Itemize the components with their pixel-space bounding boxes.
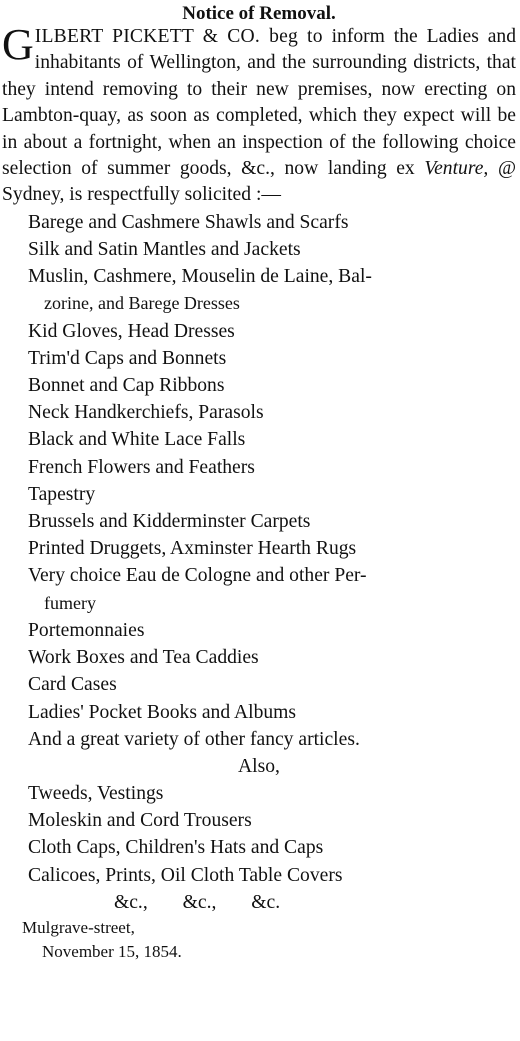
list-item: Moleskin and Cord Trousers — [28, 810, 252, 832]
list-item: French Flowers and Feathers — [28, 456, 255, 478]
list-item: Tapestry — [28, 483, 96, 505]
list-item: Brussels and Kidderminster Carpets — [28, 511, 311, 533]
goods-list — [2, 209, 516, 753]
list-item: Cloth Caps, Children's Hats and Caps — [28, 837, 324, 859]
firm-name-line: ILBERT PICKETT & CO. beg to — [34, 26, 323, 47]
list-item: Work Boxes and Tea Caddies — [28, 647, 259, 669]
list-item: Silk and Satin Mantles and Jackets — [28, 239, 301, 261]
etcetera-line: &c., &c., &c. — [114, 891, 281, 913]
list-item: Card Cases — [28, 674, 117, 696]
list-item: Tweeds, Vestings — [28, 782, 164, 804]
list-item: Muslin, Cashmere, Mouselin de Laine, Bal- zorine, and Barege Dresses — [28, 266, 372, 314]
intro-paragraph — [2, 20, 517, 209]
list-item: Printed Druggets, Axminster Hearth Rugs — [28, 538, 357, 560]
list-item: Calicoes, Prints, Oil Cloth Table Covers — [28, 864, 343, 886]
intro-body-end: @ Sydney, is respectfully solicited :— — [2, 158, 516, 206]
address: Mulgrave-street, — [22, 917, 135, 937]
list-item: Very choice Eau de Cologne and other Per- fumery — [28, 565, 367, 613]
list-item: Neck Handkerchiefs, Parasols — [28, 402, 264, 424]
list-item: Ladies' Pocket Books and Albums — [28, 701, 297, 723]
also-heading: Also, — [238, 755, 280, 777]
intro-body: inform the Ladies and inhabitants of Wellington, and the surrounding districts, that they intend removing to their new premises, now erecting on Lambton-quay, as soon as completed, which they expect will be in about a fortnight, when an inspection of the following choice selection of summer goods, &c., now landing ex — [2, 26, 517, 180]
date: November 15, 1854. — [42, 941, 182, 961]
ship-name: Venture, — [424, 158, 489, 180]
list-item: And a great variety of other fancy articles. — [28, 728, 360, 750]
goods-list-2 — [2, 780, 516, 889]
list-item: Kid Gloves, Head Dresses — [28, 320, 235, 342]
notice-title: Notice of Removal. — [182, 3, 336, 24]
list-item: Black and White Lace Falls — [28, 429, 246, 451]
list-item: Barege and Cashmere Shawls and Scarfs — [28, 211, 349, 233]
list-item: Trim'd Caps and Bonnets — [28, 347, 227, 369]
list-item: Portemonnaies — [28, 619, 145, 641]
drop-cap: G — [2, 20, 34, 69]
list-item: Bonnet and Cap Ribbons — [28, 375, 225, 397]
